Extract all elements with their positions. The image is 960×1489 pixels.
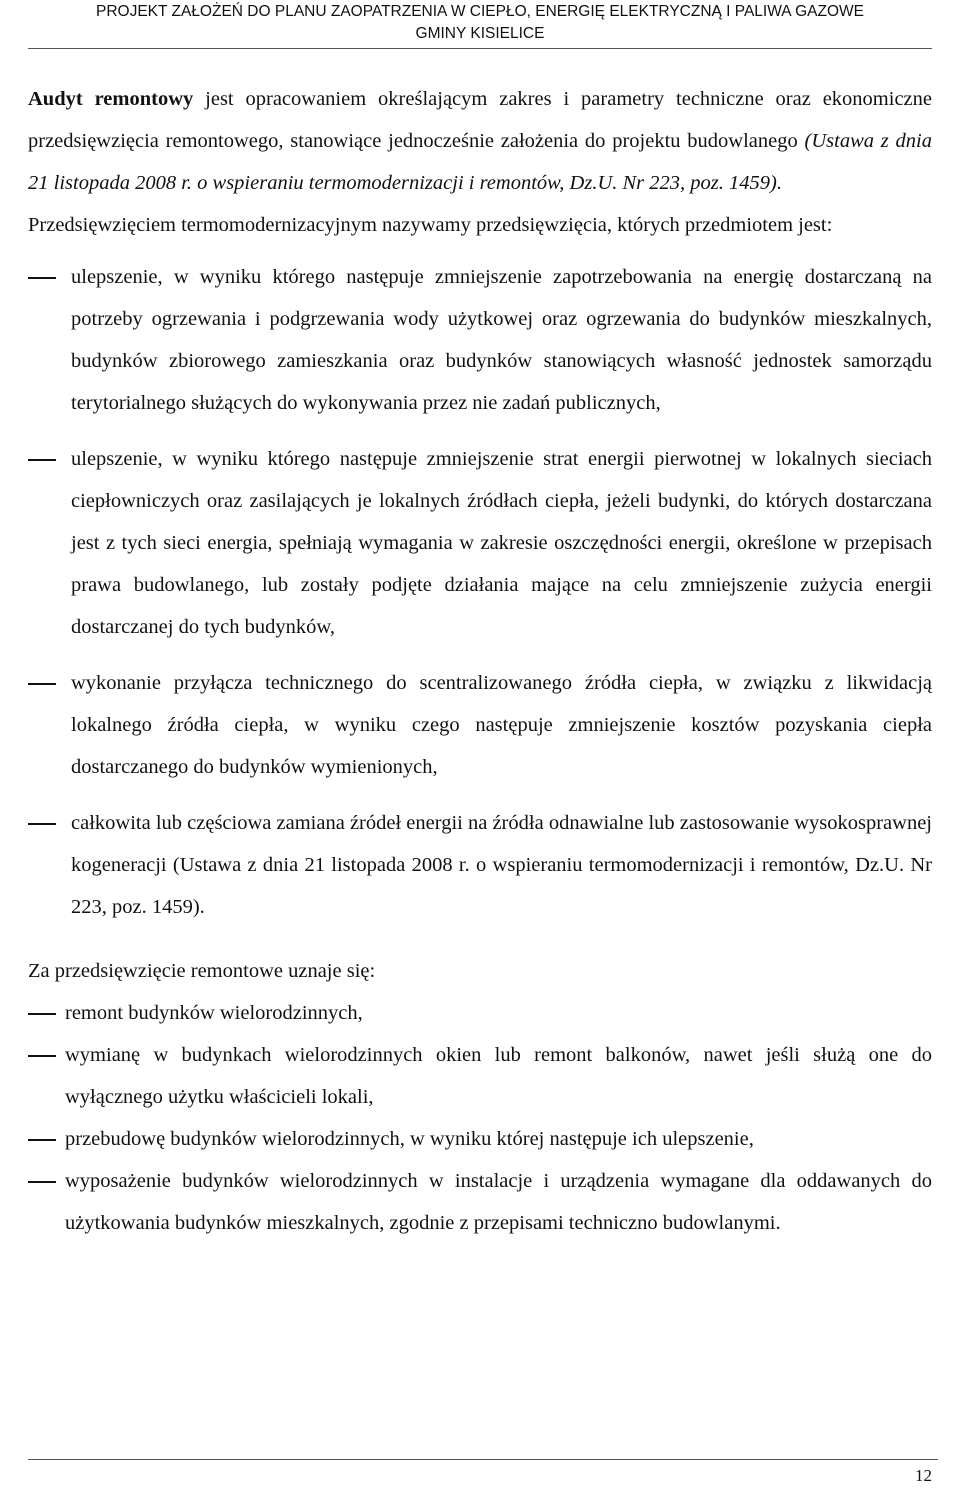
list-item-text: ulepszenie, w wyniku którego następuje zmniejszenie strat energii pierwotnej w lokalnych sieciach ciepłowniczych oraz zasilających je lokalnych źródłach ciepła, jeżeli budynki, do których dostarczana jest z tych sieci energia, spełniają wymagania w zakresie oszczędności energii, określone w przepisach prawa budowlanego, lub zostały podjęte działania mające na celu zmniejszenie zużycia energii dostarczanej do tych budynków,: [71, 448, 932, 638]
list-item: [28, 438, 932, 648]
definition-paragraph: Przedsięwzięciem termomodernizacyjnym nazywamy przedsięwzięcia, których przedmiotem jest:: [28, 214, 833, 236]
list-item-text: wyposażenie budynków wielorodzinnych w instalacje i urządzenia wymagane dla oddawanych do użytkowania budynków mieszkalnych, zgodnie z przepisami techniczno budowlanymi.: [65, 1170, 932, 1234]
document-body: [28, 78, 932, 1244]
page-header: [0, 0, 960, 45]
list-item-text: całkowita lub częściowa zamiana źródeł energii na źródła odnawialne lub zastosowanie wysokosprawnej kogeneracji (Ustawa z dnia 21 listopada 2008 r. o wspieraniu termomodernizacji i remontów, Dz.U. Nr 223, poz. 1459).: [71, 812, 932, 918]
header-title: PROJEKT ZAŁOŻEŃ DO PLANU ZAOPATRZENIA W CIEPŁO, ENERGIĘ ELEKTRYCZNĄ I PALIWA GAZOWE: [96, 3, 864, 20]
dash-bullet: [28, 1055, 56, 1057]
renovation-intro: Za przedsięwzięcie remontowe uznaje się:: [28, 960, 376, 982]
list-item: [28, 256, 932, 424]
dash-bullet: [28, 1181, 56, 1183]
header-subtitle: GMINY KISIELICE: [415, 25, 545, 42]
header-divider: [28, 48, 932, 49]
list-item: [28, 992, 932, 1034]
dash-bullet: [28, 459, 56, 461]
intro-citation: (Ustawa z dnia 21 listopada 2008 r. o wspieraniu termomodernizacji i remontów, Dz.U. Nr 223, poz. 1459).: [28, 130, 932, 194]
list-item-text: przebudowę budynków wielorodzinnych, w wyniku której następuje ich ulepszenie,: [65, 1128, 754, 1150]
dash-bullet: [28, 277, 56, 279]
list-item: [28, 802, 932, 928]
list-item-text: ulepszenie, w wyniku którego następuje zmniejszenie zapotrzebowania na energię dostarczaną na potrzeby ogrzewania i podgrzewania wody użytkowej oraz ogrzewania do budynków mieszkalnych, budynków zbiorowego zamieszkania oraz budynków stanowiących własność jednostek samorządu terytorialnego służących do wykonywania przez nie zadań publicznych,: [71, 266, 932, 414]
dash-bullet: [28, 1013, 56, 1015]
intro-text: jest opracowaniem określającym zakres i parametry techniczne oraz ekonomiczne przedsięwzięcia remontowego, stanowiące jednocześnie założenia do projektu budowlanego: [28, 88, 932, 152]
list-item: [28, 662, 932, 788]
thermo-list: [28, 256, 932, 928]
page-number: 12: [915, 1466, 932, 1485]
list-item: [28, 1118, 932, 1160]
renovation-list: [28, 992, 932, 1244]
list-item-text: wymianę w budynkach wielorodzinnych okien lub remont balkonów, nawet jeśli służą one do wyłącznego użytku właścicieli lokali,: [65, 1044, 932, 1108]
intro-lead: Audyt remontowy: [28, 88, 194, 110]
dash-bullet: [28, 823, 56, 825]
list-item: [28, 1034, 932, 1118]
footer-divider: [28, 1459, 938, 1460]
list-item-text: remont budynków wielorodzinnych,: [65, 1002, 363, 1024]
list-item-text: wykonanie przyłącza technicznego do scentralizowanego źródła ciepła, w związku z likwidacją lokalnego źródła ciepła, w wyniku czego następuje zmniejszenie kosztów pozyskania ciepła dostarczanego do budynków wymienionych,: [71, 672, 932, 778]
dash-bullet: [28, 1139, 56, 1141]
intro-paragraph: [28, 78, 932, 204]
dash-bullet: [28, 683, 56, 685]
list-item: [28, 1160, 932, 1244]
